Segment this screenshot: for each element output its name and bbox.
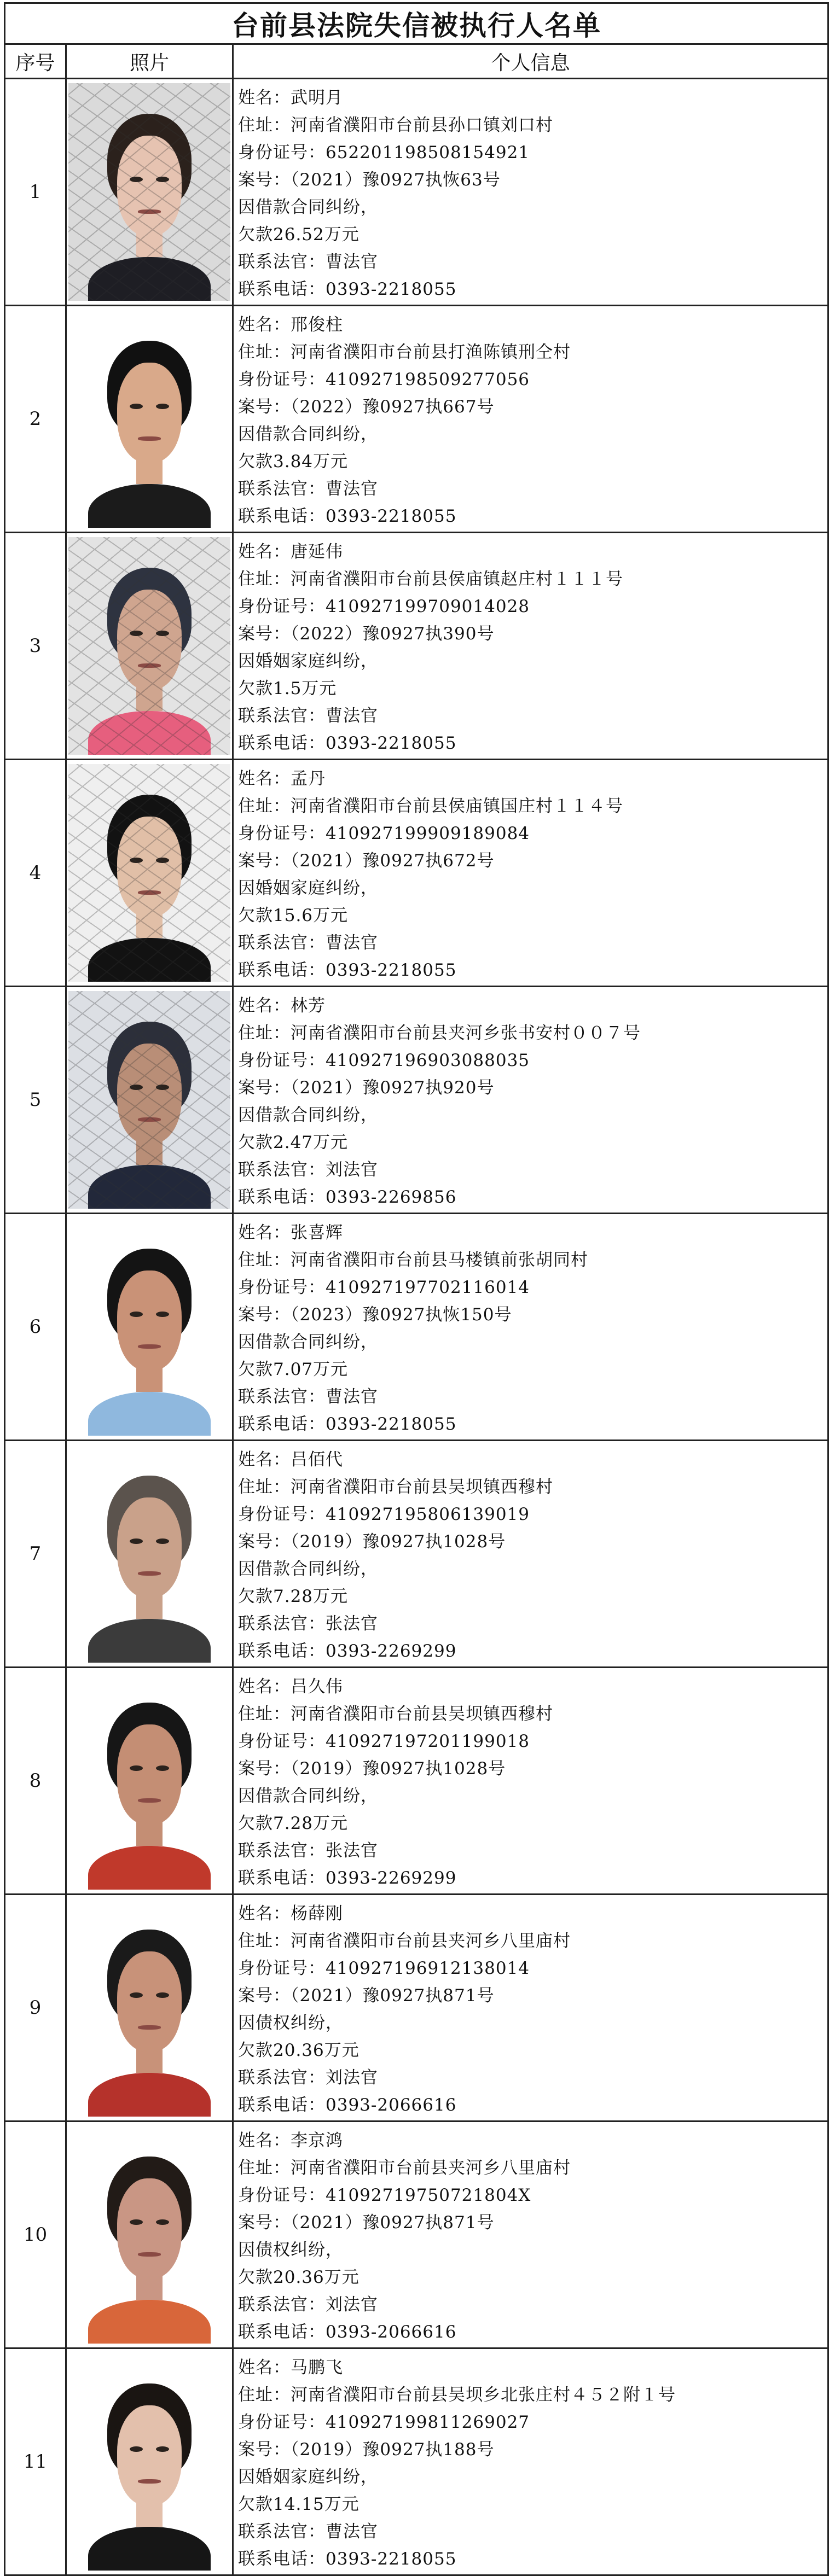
cause-line: 因婚姻家庭纠纷，: [238, 878, 378, 898]
case-line: [238, 1528, 822, 1555]
info-cell: [233, 306, 828, 533]
officer-label: 联系法官：: [238, 1387, 326, 1407]
id-label: 身份证号：: [238, 1732, 326, 1751]
name-line: [238, 538, 822, 566]
info-cell: [233, 1668, 828, 1895]
address-label: 住址：: [238, 796, 291, 816]
case-value: （2021）豫0927执恢63号: [291, 170, 501, 190]
phone-label: 联系电话：: [238, 279, 326, 299]
row-index: 7: [5, 1441, 66, 1668]
name-value: 马鹏飞: [291, 2358, 343, 2377]
info-cell: [233, 1214, 828, 1441]
phone-line: [238, 1864, 822, 1892]
case-label: 案号：: [238, 1532, 291, 1552]
name-label: 姓名：: [238, 88, 291, 108]
phone-value: 0393-2218055: [326, 960, 457, 980]
cause-line: 因借款合同纠纷，: [238, 1332, 378, 1352]
person-photo: [68, 310, 230, 528]
name-value: 邢俊柱: [291, 315, 343, 335]
officer-line: [238, 1837, 822, 1864]
phone-label: 联系电话：: [238, 2549, 326, 2569]
table-body: [5, 79, 828, 2575]
phone-line: [238, 730, 822, 757]
id-value: 410927197201199018: [326, 1732, 530, 1751]
id-line: [238, 820, 822, 847]
officer-line: [238, 1383, 822, 1411]
id-value: 410927199811269027: [326, 2412, 530, 2432]
phone-label: 联系电话：: [238, 2095, 326, 2115]
case-value: （2022）豫0927执667号: [291, 397, 495, 417]
cause-line: 因婚姻家庭纠纷，: [238, 2467, 378, 2487]
phone-line: [238, 2545, 822, 2573]
case-label: 案号：: [238, 397, 291, 417]
case-line: [238, 2436, 822, 2463]
case-line: [238, 1755, 822, 1782]
id-value: 41092719750721804X: [326, 2185, 531, 2205]
address-label: 住址：: [238, 1931, 291, 1951]
photo-cell: [66, 2122, 233, 2348]
id-value: 410927195806139019: [326, 1505, 530, 1524]
phone-line: [238, 2318, 822, 2346]
name-line: [238, 84, 822, 112]
address-value: 河南省濮阳市台前县吴坝镇西穆村: [291, 1704, 553, 1724]
address-line: [238, 2381, 822, 2409]
debt-line: 欠款7.28万元: [238, 1587, 349, 1606]
phone-value: 0393-2066616: [326, 2095, 457, 2115]
person-photo: [68, 991, 230, 1209]
phone-value: 0393-2269856: [326, 1187, 457, 1207]
table-row: [5, 79, 828, 306]
debt-line: 欠款2.47万元: [238, 1133, 349, 1152]
address-line: [238, 1019, 822, 1047]
address-label: 住址：: [238, 1023, 291, 1043]
case-value: （2023）豫0927执恢150号: [291, 1305, 512, 1325]
photo-cell: [66, 533, 233, 760]
id-value: 652201198508154921: [326, 143, 530, 162]
person-photo: [68, 2353, 230, 2571]
name-label: 姓名：: [238, 1904, 291, 1924]
address-value: 河南省濮阳市台前县孙口镇刘口村: [291, 115, 553, 135]
address-value: 河南省濮阳市台前县吴坝镇西穆村: [291, 1477, 553, 1497]
case-value: （2021）豫0927执672号: [291, 851, 495, 871]
address-label: 住址：: [238, 342, 291, 362]
name-line: [238, 765, 822, 792]
address-line: [238, 566, 822, 593]
phone-value: 0393-2218055: [326, 2549, 457, 2569]
photo-cell: [66, 987, 233, 1214]
phone-line: [238, 276, 822, 303]
case-line: [238, 2209, 822, 2236]
address-line: [238, 1927, 822, 1955]
officer-label: 联系法官：: [238, 706, 326, 726]
name-value: 孟丹: [291, 769, 326, 789]
address-label: 住址：: [238, 2158, 291, 2178]
officer-value: 曹法官: [326, 1387, 378, 1407]
officer-label: 联系法官：: [238, 933, 326, 953]
case-value: （2019）豫0927执1028号: [291, 1759, 506, 1779]
address-label: 住址：: [238, 115, 291, 135]
phone-line: [238, 2091, 822, 2119]
officer-label: 联系法官：: [238, 1614, 326, 1634]
info-cell: [233, 533, 828, 760]
id-label: 身份证号：: [238, 1505, 326, 1524]
case-line: [238, 620, 822, 648]
blacklist-table: [4, 2, 829, 2576]
row-index: 8: [5, 1668, 66, 1895]
name-value: 杨薛刚: [291, 1904, 343, 1924]
officer-label: 联系法官：: [238, 479, 326, 499]
case-label: 案号：: [238, 2213, 291, 2233]
name-label: 姓名：: [238, 2358, 291, 2377]
header-info: 个人信息: [233, 44, 828, 79]
name-label: 姓名：: [238, 315, 291, 335]
info-cell: [233, 1895, 828, 2122]
name-value: 李京鸿: [291, 2131, 343, 2150]
cause-line: 因借款合同纠纷，: [238, 1105, 378, 1125]
phone-value: 0393-2218055: [326, 733, 457, 753]
person-photo: [68, 537, 230, 755]
id-value: 410927196903088035: [326, 1051, 530, 1070]
phone-label: 联系电话：: [238, 2322, 326, 2342]
name-line: [238, 1900, 822, 1927]
case-label: 案号：: [238, 1759, 291, 1779]
debt-line: 欠款26.52万元: [238, 225, 359, 244]
id-line: [238, 1274, 822, 1301]
debt-line: 欠款3.84万元: [238, 452, 349, 471]
address-value: 河南省濮阳市台前县夹河乡张书安村００７号: [291, 1023, 641, 1043]
case-label: 案号：: [238, 624, 291, 644]
address-value: 河南省濮阳市台前县夹河乡八里庙村: [291, 1931, 571, 1951]
case-value: （2019）豫0927执1028号: [291, 1532, 506, 1552]
id-label: 身份证号：: [238, 2412, 326, 2432]
document-title: 台前县法院失信被执行人名单: [5, 3, 828, 44]
name-value: 张喜辉: [291, 1223, 343, 1243]
cause-line: 因婚姻家庭纠纷，: [238, 651, 378, 671]
photo-cell: [66, 2348, 233, 2575]
phone-value: 0393-2218055: [326, 279, 457, 299]
address-label: 住址：: [238, 1704, 291, 1724]
cause-line: 因债权纠纷，: [238, 2240, 343, 2260]
id-line: [238, 139, 822, 166]
id-label: 身份证号：: [238, 143, 326, 162]
address-line: [238, 2154, 822, 2182]
address-line: [238, 1473, 822, 1501]
case-line: [238, 1074, 822, 1101]
address-label: 住址：: [238, 569, 291, 589]
info-cell: [233, 987, 828, 1214]
id-value: 410927197702116014: [326, 1278, 530, 1297]
id-line: [238, 593, 822, 620]
name-line: [238, 2127, 822, 2154]
officer-label: 联系法官：: [238, 252, 326, 272]
officer-value: 张法官: [326, 1614, 378, 1634]
phone-label: 联系电话：: [238, 1187, 326, 1207]
id-label: 身份证号：: [238, 1959, 326, 1978]
cause-line: 因借款合同纠纷，: [238, 197, 378, 217]
row-index: 1: [5, 79, 66, 306]
case-line: [238, 393, 822, 421]
debt-line: 欠款14.15万元: [238, 2495, 359, 2514]
id-label: 身份证号：: [238, 824, 326, 843]
case-line: [238, 1982, 822, 2009]
phone-label: 联系电话：: [238, 1414, 326, 1434]
address-label: 住址：: [238, 1477, 291, 1497]
debt-line: 欠款7.07万元: [238, 1360, 349, 1379]
phone-line: [238, 1411, 822, 1438]
officer-line: [238, 2064, 822, 2091]
row-index: 10: [5, 2122, 66, 2348]
phone-label: 联系电话：: [238, 960, 326, 980]
id-line: [238, 1728, 822, 1755]
photo-cell: [66, 760, 233, 987]
person-photo: [68, 764, 230, 982]
id-label: 身份证号：: [238, 1051, 326, 1070]
table-row: [5, 1895, 828, 2122]
name-label: 姓名：: [238, 2131, 291, 2150]
address-line: [238, 792, 822, 820]
phone-value: 0393-2066616: [326, 2322, 457, 2342]
name-label: 姓名：: [238, 769, 291, 789]
name-value: 吕久伟: [291, 1677, 343, 1697]
name-label: 姓名：: [238, 1450, 291, 1470]
photo-cell: [66, 1214, 233, 1441]
officer-label: 联系法官：: [238, 2522, 326, 2542]
table-row: [5, 306, 828, 533]
case-value: （2021）豫0927执871号: [291, 1986, 495, 2006]
debt-line: 欠款20.36万元: [238, 2041, 359, 2060]
person-photo: [68, 1899, 230, 2117]
id-value: 410927196912138014: [326, 1959, 530, 1978]
address-value: 河南省濮阳市台前县侯庙镇赵庄村１１１号: [291, 569, 623, 589]
debt-line: 欠款15.6万元: [238, 906, 349, 925]
id-line: [238, 366, 822, 393]
name-value: 武明月: [291, 88, 343, 108]
officer-value: 曹法官: [326, 706, 378, 726]
name-value: 吕佰代: [291, 1450, 343, 1470]
officer-line: [238, 929, 822, 957]
photo-cell: [66, 1441, 233, 1668]
officer-line: [238, 1156, 822, 1184]
person-photo: [68, 1672, 230, 1890]
phone-label: 联系电话：: [238, 1641, 326, 1661]
table-header-row: [5, 44, 828, 79]
debt-line: 欠款20.36万元: [238, 2268, 359, 2287]
cause-line: 因借款合同纠纷，: [238, 424, 378, 444]
officer-line: [238, 1610, 822, 1637]
officer-line: [238, 2518, 822, 2545]
table-row: [5, 987, 828, 1214]
address-value: 河南省濮阳市台前县吴坝乡北张庄村４５２附１号: [291, 2385, 676, 2405]
phone-label: 联系电话：: [238, 733, 326, 753]
photo-cell: [66, 306, 233, 533]
case-label: 案号：: [238, 2440, 291, 2460]
name-line: [238, 2354, 822, 2381]
id-value: 410927199709014028: [326, 597, 530, 616]
debt-line: 欠款7.28万元: [238, 1814, 349, 1833]
officer-value: 曹法官: [326, 252, 378, 272]
case-line: [238, 1301, 822, 1328]
officer-label: 联系法官：: [238, 1841, 326, 1861]
case-value: （2021）豫0927执920号: [291, 1078, 495, 1098]
phone-line: [238, 1637, 822, 1665]
case-value: （2021）豫0927执871号: [291, 2213, 495, 2233]
address-line: [238, 1700, 822, 1728]
case-label: 案号：: [238, 1986, 291, 2006]
case-line: [238, 847, 822, 875]
address-value: 河南省濮阳市台前县夹河乡八里庙村: [291, 2158, 571, 2178]
name-line: [238, 992, 822, 1019]
case-label: 案号：: [238, 1305, 291, 1325]
id-line: [238, 2409, 822, 2436]
id-line: [238, 1955, 822, 1982]
header-photo: 照片: [66, 44, 233, 79]
id-label: 身份证号：: [238, 2185, 326, 2205]
person-photo: [68, 83, 230, 301]
case-label: 案号：: [238, 851, 291, 871]
name-label: 姓名：: [238, 996, 291, 1016]
cause-line: 因借款合同纠纷，: [238, 1559, 378, 1579]
info-cell: [233, 2348, 828, 2575]
table-row: [5, 2348, 828, 2575]
officer-label: 联系法官：: [238, 2295, 326, 2315]
phone-line: [238, 957, 822, 984]
case-value: （2022）豫0927执390号: [291, 624, 495, 644]
name-value: 唐延伟: [291, 542, 343, 562]
name-line: [238, 1673, 822, 1700]
info-cell: [233, 760, 828, 987]
phone-label: 联系电话：: [238, 506, 326, 526]
name-label: 姓名：: [238, 1677, 291, 1697]
cause-line: 因借款合同纠纷，: [238, 1786, 378, 1806]
table-row: [5, 1668, 828, 1895]
info-cell: [233, 79, 828, 306]
table-row: [5, 2122, 828, 2348]
officer-value: 刘法官: [326, 2068, 378, 2088]
photo-cell: [66, 79, 233, 306]
row-index: 4: [5, 760, 66, 987]
debt-line: 欠款1.5万元: [238, 679, 337, 698]
id-value: 410927198509277056: [326, 370, 530, 389]
id-label: 身份证号：: [238, 370, 326, 389]
case-value: （2019）豫0927执188号: [291, 2440, 495, 2460]
address-value: 河南省濮阳市台前县马楼镇前张胡同村: [291, 1250, 588, 1270]
table-row: [5, 1214, 828, 1441]
id-label: 身份证号：: [238, 597, 326, 616]
case-label: 案号：: [238, 170, 291, 190]
person-photo: [68, 1445, 230, 1663]
officer-value: 刘法官: [326, 2295, 378, 2315]
address-line: [238, 1246, 822, 1274]
case-label: 案号：: [238, 1078, 291, 1098]
name-line: [238, 311, 822, 339]
officer-label: 联系法官：: [238, 2068, 326, 2088]
officer-value: 刘法官: [326, 1160, 378, 1180]
address-line: [238, 112, 822, 139]
name-label: 姓名：: [238, 542, 291, 562]
photo-cell: [66, 1895, 233, 2122]
name-label: 姓名：: [238, 1223, 291, 1243]
table-row: [5, 1441, 828, 1668]
name-value: 林芳: [291, 996, 326, 1016]
officer-value: 张法官: [326, 1841, 378, 1861]
table-row: [5, 533, 828, 760]
id-line: [238, 1501, 822, 1528]
person-photo: [68, 2126, 230, 2344]
person-photo: [68, 1218, 230, 1436]
officer-line: [238, 2291, 822, 2318]
phone-line: [238, 503, 822, 530]
id-line: [238, 2182, 822, 2209]
address-label: 住址：: [238, 2385, 291, 2405]
id-line: [238, 1047, 822, 1074]
id-label: 身份证号：: [238, 1278, 326, 1297]
phone-value: 0393-2269299: [326, 1641, 457, 1661]
table-row: [5, 760, 828, 987]
row-index: 9: [5, 1895, 66, 2122]
address-value: 河南省濮阳市台前县侯庙镇国庄村１１４号: [291, 796, 623, 816]
photo-cell: [66, 1668, 233, 1895]
row-index: 3: [5, 533, 66, 760]
phone-value: 0393-2218055: [326, 1414, 457, 1434]
header-index: 序号: [5, 44, 66, 79]
row-index: 6: [5, 1214, 66, 1441]
officer-line: [238, 475, 822, 503]
address-label: 住址：: [238, 1250, 291, 1270]
officer-line: [238, 702, 822, 730]
name-line: [238, 1446, 822, 1473]
officer-value: 曹法官: [326, 933, 378, 953]
name-line: [238, 1219, 822, 1246]
cause-line: 因债权纠纷，: [238, 2013, 343, 2033]
id-value: 410927199909189084: [326, 824, 530, 843]
address-value: 河南省濮阳市台前县打渔陈镇刑仝村: [291, 342, 571, 362]
row-index: 11: [5, 2348, 66, 2575]
officer-label: 联系法官：: [238, 1160, 326, 1180]
case-line: [238, 166, 822, 194]
phone-label: 联系电话：: [238, 1868, 326, 1888]
blacklist-sheet: [4, 2, 829, 2576]
info-cell: [233, 1441, 828, 1668]
officer-value: 曹法官: [326, 2522, 378, 2542]
info-cell: [233, 2122, 828, 2348]
phone-line: [238, 1184, 822, 1211]
row-index: 2: [5, 306, 66, 533]
officer-line: [238, 248, 822, 276]
phone-value: 0393-2269299: [326, 1868, 457, 1888]
row-index: 5: [5, 987, 66, 1214]
phone-value: 0393-2218055: [326, 506, 457, 526]
officer-value: 曹法官: [326, 479, 378, 499]
address-line: [238, 339, 822, 366]
